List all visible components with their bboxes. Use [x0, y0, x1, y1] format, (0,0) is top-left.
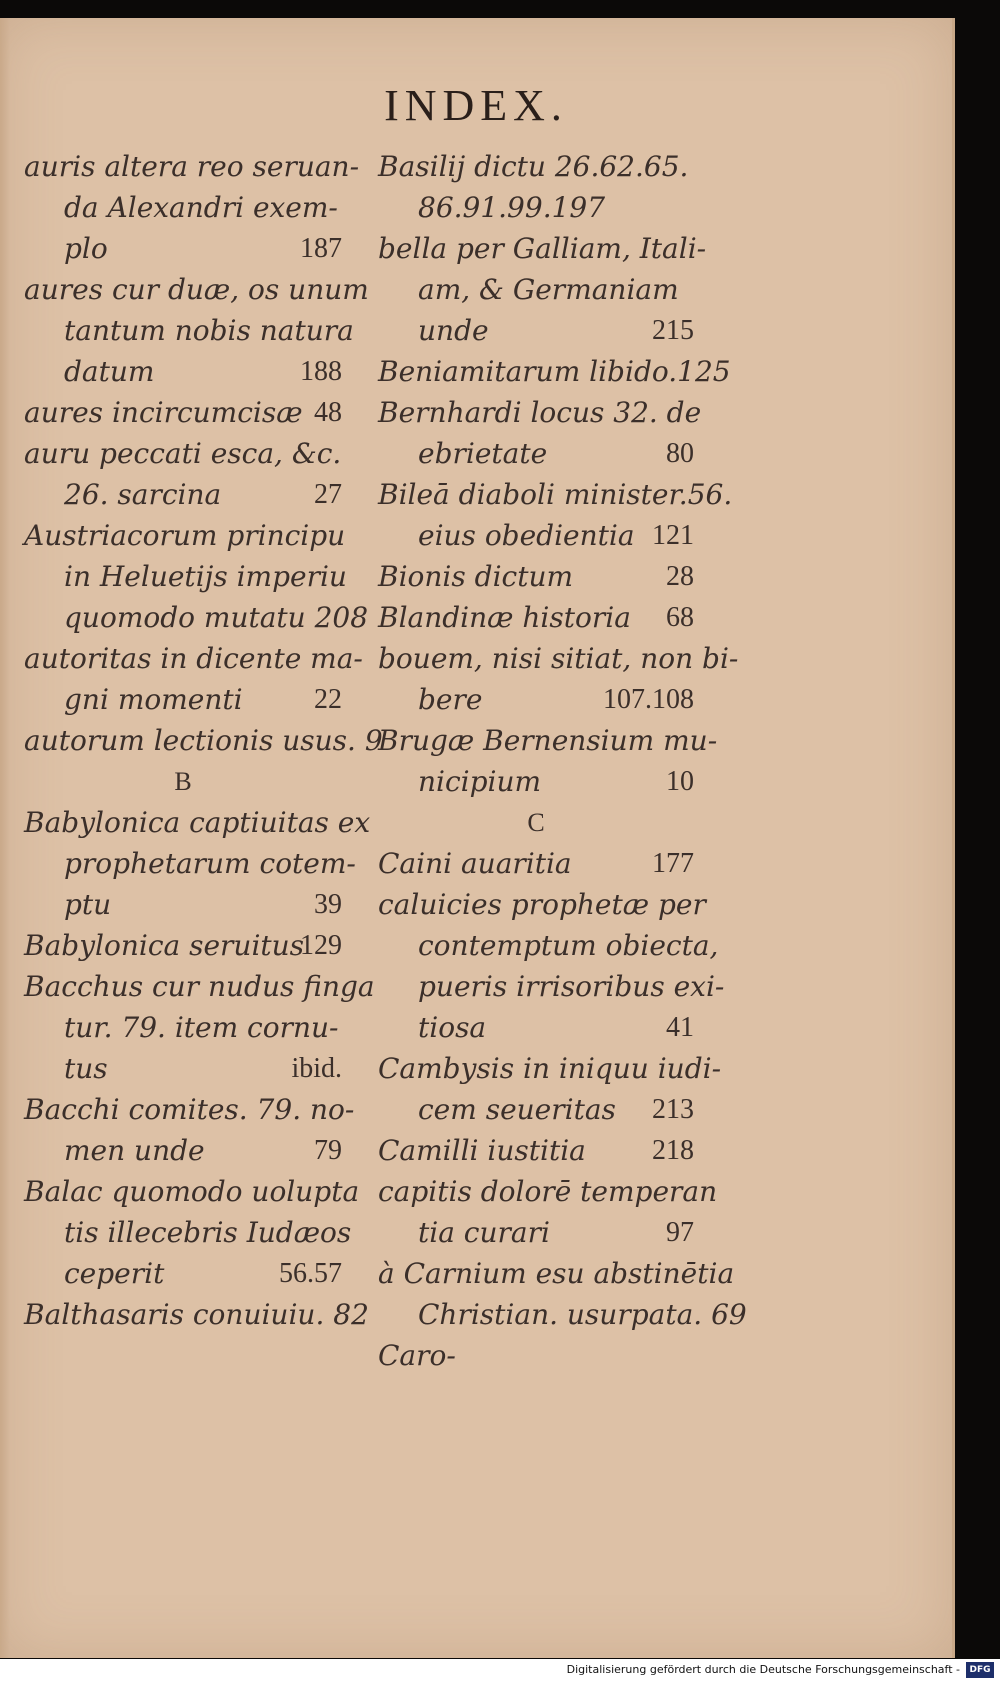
- entry-text: auru peccati esca, &c.: [24, 437, 342, 470]
- entry-line: [24, 146, 360, 187]
- entry-text: ebrietate: [418, 437, 548, 470]
- entry-text: gni momenti: [64, 683, 243, 716]
- footer-bar: [0, 1659, 1000, 1681]
- entry-text: Balthasaris conuiuiu. 82: [24, 1298, 369, 1331]
- entry-line: [378, 146, 694, 187]
- page-number: 28: [666, 561, 694, 592]
- entry-line: [378, 1048, 722, 1089]
- entry-text: tia curari: [418, 1216, 550, 1249]
- index-entry: [24, 966, 375, 1089]
- entry-text: aures incircumcisæ: [24, 396, 303, 429]
- page-number: 129: [300, 930, 342, 961]
- page-number: 27: [314, 479, 342, 510]
- entry-line: [378, 1130, 694, 1171]
- page-number: 97: [666, 1217, 694, 1248]
- entry-text: ceperit: [64, 1257, 165, 1290]
- entry-line: [378, 515, 694, 556]
- entry-text: nicipium: [418, 765, 542, 798]
- index-entry: [378, 228, 707, 351]
- entry-line: [24, 515, 346, 556]
- entry-text: Bacchus cur nudus finga: [24, 970, 375, 1003]
- entry-line: [24, 187, 342, 228]
- entry-line: [378, 761, 694, 802]
- page-number: 68: [666, 602, 694, 633]
- page-number: 80: [666, 438, 694, 469]
- entry-text: autoritas in dicente ma-: [24, 642, 363, 675]
- entry-line: [378, 351, 731, 392]
- entry-line: [378, 1171, 718, 1212]
- entry-line: [24, 638, 363, 679]
- entry-line: [378, 310, 694, 351]
- entry-line: [24, 474, 342, 515]
- index-entry: [24, 1294, 369, 1335]
- entry-line: [378, 925, 719, 966]
- entry-text: Blandinæ historia: [378, 601, 631, 634]
- entry-line: [24, 228, 342, 269]
- index-entry: [378, 146, 694, 228]
- entry-text: tantum nobis natura: [64, 314, 354, 347]
- entry-line: [378, 433, 694, 474]
- entry-line: [378, 638, 739, 679]
- index-entry: [24, 269, 369, 392]
- index-entry: [378, 597, 694, 638]
- entry-text: Bernhardi locus 32. de: [378, 396, 702, 429]
- entry-text: tur. 79. item cornu-: [64, 1011, 339, 1044]
- entry-text: quomodo mutatu 208: [64, 601, 369, 634]
- page-number: 213: [652, 1094, 694, 1125]
- entry-text: caluicies prophetæ per: [378, 888, 706, 921]
- entry-line: [378, 884, 706, 925]
- entry-line: [24, 1294, 369, 1335]
- entry-text: Austriacorum principu: [24, 519, 346, 552]
- section-letter: C: [527, 808, 545, 837]
- index-entry: [378, 720, 718, 802]
- entry-text: Bileā diaboli minister.56.: [378, 478, 733, 511]
- page-number: 188: [300, 356, 342, 387]
- index-entry: [24, 392, 342, 433]
- entry-line: [24, 925, 342, 966]
- entry-line: [378, 597, 694, 638]
- page-number: 48: [314, 397, 342, 428]
- entry-line: [24, 1007, 342, 1048]
- entry-line: [24, 597, 369, 638]
- entry-line: [378, 679, 694, 720]
- page-number: 121: [652, 520, 694, 551]
- entry-text: ptu: [64, 888, 112, 921]
- entry-text: cem seueritas: [418, 1093, 616, 1126]
- entry-text: bella per Galliam, Itali-: [378, 232, 707, 265]
- entry-line: [378, 556, 694, 597]
- index-entry: [24, 146, 360, 269]
- entry-line: [24, 679, 342, 720]
- entry-text: Babylonica captiuitas ex: [24, 806, 371, 839]
- entry-line: [24, 884, 342, 925]
- entry-line: [24, 351, 342, 392]
- footer-credit: Digitalisierung gefördert durch die Deutsche Forschungsgemeinschaft -: [566, 1663, 960, 1676]
- page-number: 187: [300, 233, 342, 264]
- entry-line: [24, 1212, 352, 1253]
- page-number: 177: [652, 848, 694, 879]
- entry-line: [378, 1212, 694, 1253]
- page-number: 41: [666, 1012, 694, 1043]
- page-header: INDEX.: [384, 81, 568, 130]
- index-entry: [24, 720, 383, 761]
- entry-text: Cambysis in iniquu iudi-: [378, 1052, 722, 1085]
- page-number: 218: [652, 1135, 694, 1166]
- entry-text: eius obedientia: [418, 519, 635, 552]
- page-number: 10: [666, 766, 694, 797]
- entry-line: [24, 1048, 342, 1089]
- index-entry: [24, 638, 363, 720]
- entry-text: Camilli iustitia: [378, 1134, 586, 1167]
- entry-text: Beniamitarum libido.125: [378, 355, 731, 388]
- entry-line: [378, 720, 718, 761]
- entry-line: [24, 1089, 355, 1130]
- entry-line: [378, 187, 694, 228]
- index-entry: [378, 1171, 718, 1253]
- index-entry: [378, 1253, 747, 1335]
- index-column-left: [24, 146, 383, 1335]
- index-entry: [378, 638, 739, 720]
- entry-text: auris altera reo seruan-: [24, 150, 360, 183]
- entry-text: Christian. usurpata. 69: [418, 1298, 747, 1331]
- entry-line: [24, 1253, 342, 1294]
- entry-text: am, & Germaniam: [418, 273, 679, 306]
- page-number: 56.57: [279, 1258, 342, 1289]
- entry-line: [378, 1253, 735, 1294]
- index-entry: [24, 1171, 360, 1294]
- entry-text: tiosa: [418, 1011, 487, 1044]
- index-entry: [24, 802, 371, 925]
- entry-line: [378, 228, 707, 269]
- entry-line: [378, 269, 694, 310]
- page-number: 107.108: [603, 684, 694, 715]
- index-entry: [378, 351, 731, 392]
- entry-line: [24, 966, 375, 1007]
- entry-line: [378, 1335, 694, 1376]
- entry-text: à Carnium esu abstinētia: [378, 1257, 735, 1290]
- entry-text: Brugæ Bernensium mu-: [378, 724, 718, 757]
- entry-text: 26. sarcina: [64, 478, 222, 511]
- index-entry: [378, 474, 733, 556]
- entry-line: [378, 966, 725, 1007]
- section-letter: B: [174, 767, 192, 796]
- entry-text: Bacchi comites. 79. no-: [24, 1093, 355, 1126]
- index-entry: [378, 843, 694, 884]
- entry-text: tis illecebris Iudæos: [64, 1216, 352, 1249]
- entry-text: 86.91.99.197: [418, 191, 606, 224]
- index-entry: [24, 433, 342, 515]
- entry-text: aures cur duæ, os unum: [24, 273, 369, 306]
- entry-text: unde: [418, 314, 489, 347]
- entry-line: [24, 843, 356, 884]
- entry-text: prophetarum cotem-: [64, 847, 356, 880]
- entry-text: men unde: [64, 1134, 205, 1167]
- dfg-logo: DFG: [966, 1662, 994, 1678]
- entry-line: [24, 1171, 360, 1212]
- index-entry: [378, 1048, 722, 1130]
- entry-line: [378, 843, 694, 884]
- entry-text: bere: [418, 683, 483, 716]
- entry-text: plo: [64, 232, 108, 265]
- entry-text: Caro-: [378, 1339, 456, 1372]
- index-entry: [378, 556, 694, 597]
- entry-line: [24, 392, 342, 433]
- entry-text: in Heluetijs imperiu: [64, 560, 347, 593]
- entry-line: [24, 1130, 342, 1171]
- index-entry: [378, 392, 702, 474]
- index-entry: [24, 515, 369, 638]
- entry-line: [24, 433, 342, 474]
- entry-line: [378, 474, 733, 515]
- entry-text: da Alexandri exem-: [64, 191, 338, 224]
- page-number: ibid.: [291, 1053, 342, 1084]
- entry-text: autorum lectionis usus. 9: [24, 724, 383, 757]
- page-number: 215: [652, 315, 694, 346]
- entry-text: Basilij dictu 26.62.65.: [378, 150, 689, 183]
- entry-line: [24, 269, 369, 310]
- entry-line: [378, 392, 702, 433]
- index-entry: [378, 1130, 694, 1171]
- entry-text: tus: [64, 1052, 108, 1085]
- entry-text: Caini auaritia: [378, 847, 572, 880]
- entry-text: pueris irrisoribus exi-: [418, 970, 725, 1003]
- page-edge-shadow: [0, 18, 10, 1658]
- entry-line: [24, 556, 347, 597]
- index-entry: [24, 925, 342, 966]
- index-entry: [378, 1335, 694, 1376]
- book-page: [0, 18, 955, 1658]
- page-number: 39: [314, 889, 342, 920]
- entry-line: [24, 802, 371, 843]
- entry-text: Bionis dictum: [378, 560, 574, 593]
- entry-line: [378, 1294, 747, 1335]
- entry-text: datum: [64, 355, 155, 388]
- index-column-right: [378, 146, 747, 1376]
- entry-line: [24, 720, 383, 761]
- entry-line: [378, 1089, 694, 1130]
- entry-text: capitis dolorē temperan: [378, 1175, 718, 1208]
- index-entry: [378, 884, 725, 1048]
- entry-line: [378, 1007, 694, 1048]
- page-number: 22: [314, 684, 342, 715]
- page-number: 79: [314, 1135, 342, 1166]
- entry-text: Balac quomodo uolupta: [24, 1175, 360, 1208]
- entry-line: [24, 310, 354, 351]
- entry-text: contemptum obiecta,: [418, 929, 719, 962]
- entry-text: bouem, nisi sitiat, non bi-: [378, 642, 739, 675]
- index-entry: [24, 1089, 355, 1171]
- entry-text: Babylonica seruitus: [24, 929, 305, 962]
